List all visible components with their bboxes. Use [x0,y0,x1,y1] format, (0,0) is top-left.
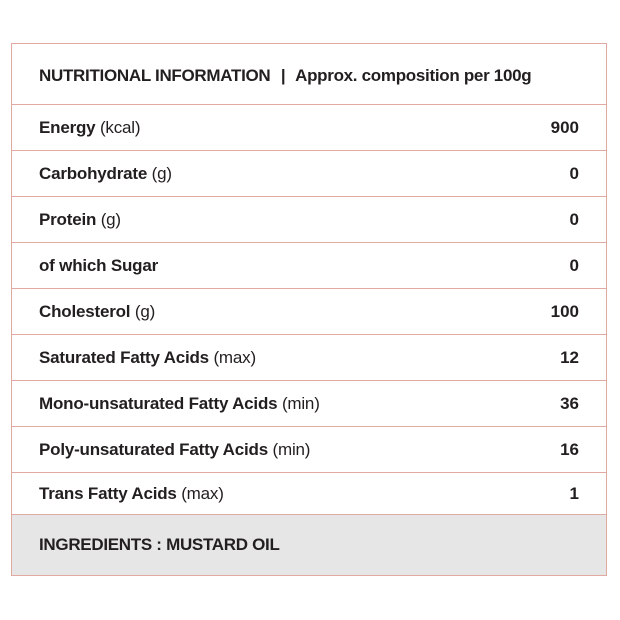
nutrient-value: 0 [569,255,579,275]
nutrient-row-mono-unsaturated-fat [12,381,606,427]
nutrient-row-energy [12,105,606,151]
nutrient-unit: (min) [272,439,311,459]
nutrient-name: Energy [39,117,96,137]
nutrient-name: Saturated Fatty Acids [39,347,209,367]
nutrient-unit: (kcal) [99,117,141,137]
nutrient-label [39,210,121,230]
nutrient-row-trans-fat [12,473,606,515]
ingredients-text: INGREDIENTS : MUSTARD OIL [39,535,280,554]
nutrient-value: 900 [550,117,579,137]
nutrient-value: 100 [550,301,579,321]
title-separator: | [280,65,286,85]
nutrient-name: Poly-unsaturated Fatty Acids [39,439,268,459]
nutrient-label [39,348,256,368]
nutrient-row-carbohydrate [12,151,606,197]
nutrient-row-cholesterol [12,289,606,335]
ingredients-footer [12,515,606,575]
nutrient-value: 12 [560,347,579,367]
nutrient-value: 16 [560,439,579,459]
nutrient-unit: (max) [213,347,256,367]
nutrient-name: Carbohydrate [39,163,148,183]
nutrient-name: Trans Fatty Acids [39,483,177,503]
nutrient-label [39,302,155,322]
nutrient-label [39,394,320,414]
nutrient-value: 36 [560,393,579,413]
title-left: NUTRITIONAL INFORMATION [39,65,271,85]
nutrient-unit: (g) [151,163,172,183]
nutrient-unit: (g) [100,209,121,229]
nutrient-name: Mono-unsaturated Fatty Acids [39,393,278,413]
nutrient-name: of which Sugar [39,255,159,275]
nutrient-label [39,118,140,138]
nutrient-name: Protein [39,209,97,229]
title-right: Approx. composition per 100g [295,65,532,85]
nutrient-row-sugar [12,243,606,289]
nutrient-unit: (g) [134,301,156,321]
nutrient-value: 0 [569,209,579,229]
nutrient-unit: (min) [281,393,320,413]
nutrient-value: 1 [569,483,579,503]
nutrient-value: 0 [569,163,579,183]
nutrient-label [39,256,158,276]
nutrient-row-saturated-fat [12,335,606,381]
nutrition-table [11,43,607,576]
nutrient-label [39,164,172,184]
nutrient-name: Cholesterol [39,301,131,321]
nutrient-row-protein [12,197,606,243]
nutrient-row-poly-unsaturated-fat [12,427,606,473]
table-title [39,66,531,86]
nutrient-label [39,484,224,504]
nutrient-unit: (max) [181,483,224,503]
nutrient-label [39,440,310,460]
table-header [12,44,606,105]
